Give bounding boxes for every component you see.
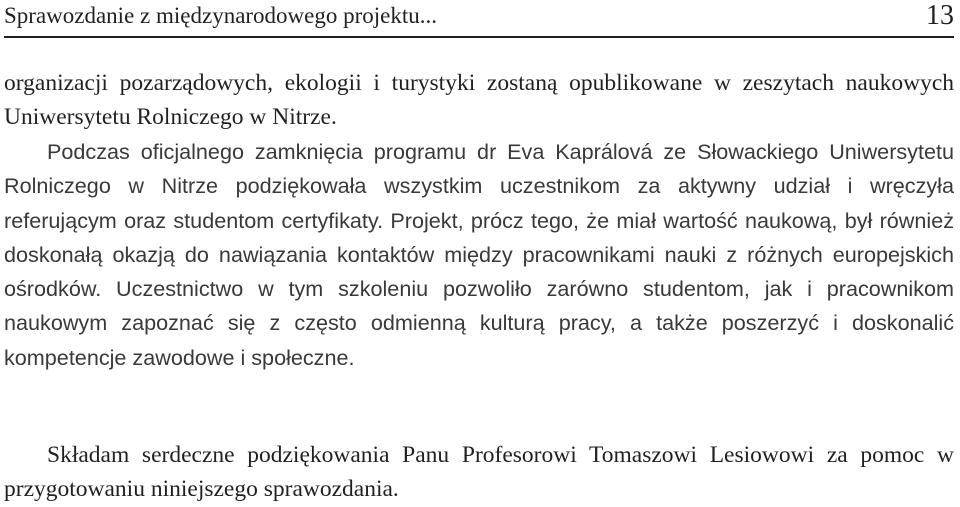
paragraph-closing-ceremony [4, 135, 954, 375]
running-head: Sprawozdanie z międzynarodowego projektu... [4, 3, 438, 28]
page-header [4, 0, 954, 38]
paragraph-acknowledgements [4, 438, 954, 507]
paragraph-continued [4, 66, 954, 135]
paragraph-text: organizacji pozarządowych, ekologii i turystyki zostaną opublikowane w zeszytach naukowych Uniwersytetu Rolniczego w Nitrze. [4, 70, 954, 131]
page-number: 13 [926, 0, 954, 31]
paragraph-text: Składam serdeczne podziękowania Panu Profesorowi Tomaszowi Lesiowowi za pomoc w przygotowaniu niniejszego sprawozdania. [4, 442, 954, 503]
paragraph-text: Podczas oficjalnego zamknięcia programu dr Eva Kaprálová ze Słowackiego Uniwersytetu Rolniczego w Nitrze podziękowała wszystkim uczestnikom za aktywny udział i wręczyła referującym oraz studentom certyfikaty. Projekt, prócz tego, że miał wartość naukową, był również doskonałą okazją do nawiązania kontaktów między pracownikami nauki z różnych europejskich ośrodków. Uczestnictwo w tym szkoleniu pozwoliło zarówno studentom, jak i pracownikom naukowym zapoznać się z często odmienną kulturą pracy, a także poszerzyć i doskonalić kompetencje zawodowe i społeczne. [4, 139, 954, 370]
